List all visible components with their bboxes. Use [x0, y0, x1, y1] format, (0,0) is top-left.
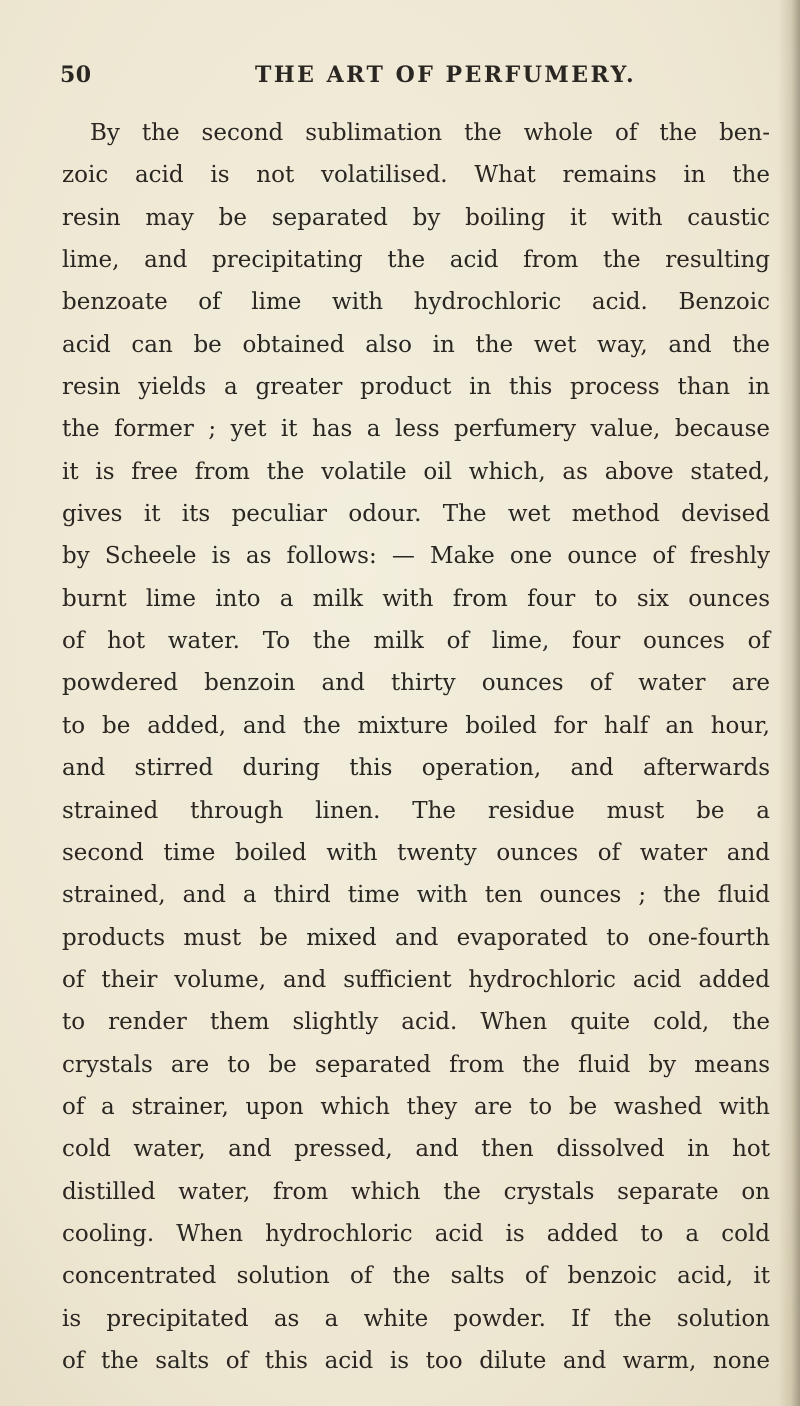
- text-line: cold water, and pressed, and then dissolved in hot: [62, 1136, 770, 1163]
- text-line: acid can be obtained also in the wet way, and the: [62, 331, 770, 358]
- text-line: of hot water. To the milk of lime, four ounces of: [62, 628, 770, 655]
- page-number: 50: [60, 62, 92, 88]
- text-line: cooling. When hydrochloric acid is added to a cold: [62, 1220, 770, 1247]
- text-line: of a strainer, upon which they are to be washed with: [62, 1093, 770, 1120]
- text-line: is precipitated as a white powder. If the solution: [62, 1305, 770, 1332]
- text-line: benzoate of lime with hydrochloric acid. Benzoic: [62, 289, 770, 316]
- text-line: the former ; yet it has a less perfumery value, because: [62, 416, 770, 443]
- text-line: By the second sublimation the whole of the ben-: [90, 120, 770, 146]
- running-title: THE ART OF PERFUMERY.: [255, 62, 637, 88]
- text-line: strained, and a third time with ten ounces ; the fluid: [62, 882, 770, 909]
- text-line: concentrated solution of the salts of benzoic acid, it: [62, 1263, 770, 1290]
- text-line: it is free from the volatile oil which, as above stated,: [62, 458, 770, 485]
- text-line: to render them slightly acid. When quite cold, the: [62, 1009, 770, 1036]
- text-line: of the salts of this acid is too dilute and warm, none: [62, 1347, 770, 1374]
- text-line: products must be mixed and evaporated to one-fourth: [62, 924, 770, 951]
- text-line: and stirred during this operation, and afterwards: [62, 755, 770, 782]
- text-line: second time boiled with twenty ounces of water and: [62, 839, 770, 866]
- text-line: burnt lime into a milk with from four to six ounces: [62, 585, 770, 612]
- text-line: resin yields a greater product in this process than in: [62, 374, 770, 401]
- text-line: lime, and precipitating the acid from the resulting: [62, 247, 770, 274]
- text-line: resin may be separated by boiling it with caustic: [62, 204, 770, 231]
- text-line: gives it its peculiar odour. The wet method devised: [62, 501, 770, 528]
- text-line: zoic acid is not volatilised. What remains in the: [62, 162, 770, 189]
- text-line: of their volume, and sufficient hydrochloric acid added: [62, 966, 770, 993]
- text-line: distilled water, from which the crystals separate on: [62, 1178, 770, 1205]
- body-paragraph: [62, 112, 770, 1382]
- page-edge-shadow: [778, 0, 800, 1406]
- text-line: by Scheele is as follows: — Make one ounce of freshly: [62, 543, 770, 570]
- text-line: crystals are to be separated from the fluid by means: [62, 1051, 770, 1078]
- text-line: powdered benzoin and thirty ounces of water are: [62, 670, 770, 697]
- page-header: [60, 62, 760, 94]
- text-line: to be added, and the mixture boiled for half an hour,: [62, 712, 770, 739]
- text-line: strained through linen. The residue must be a: [62, 797, 770, 824]
